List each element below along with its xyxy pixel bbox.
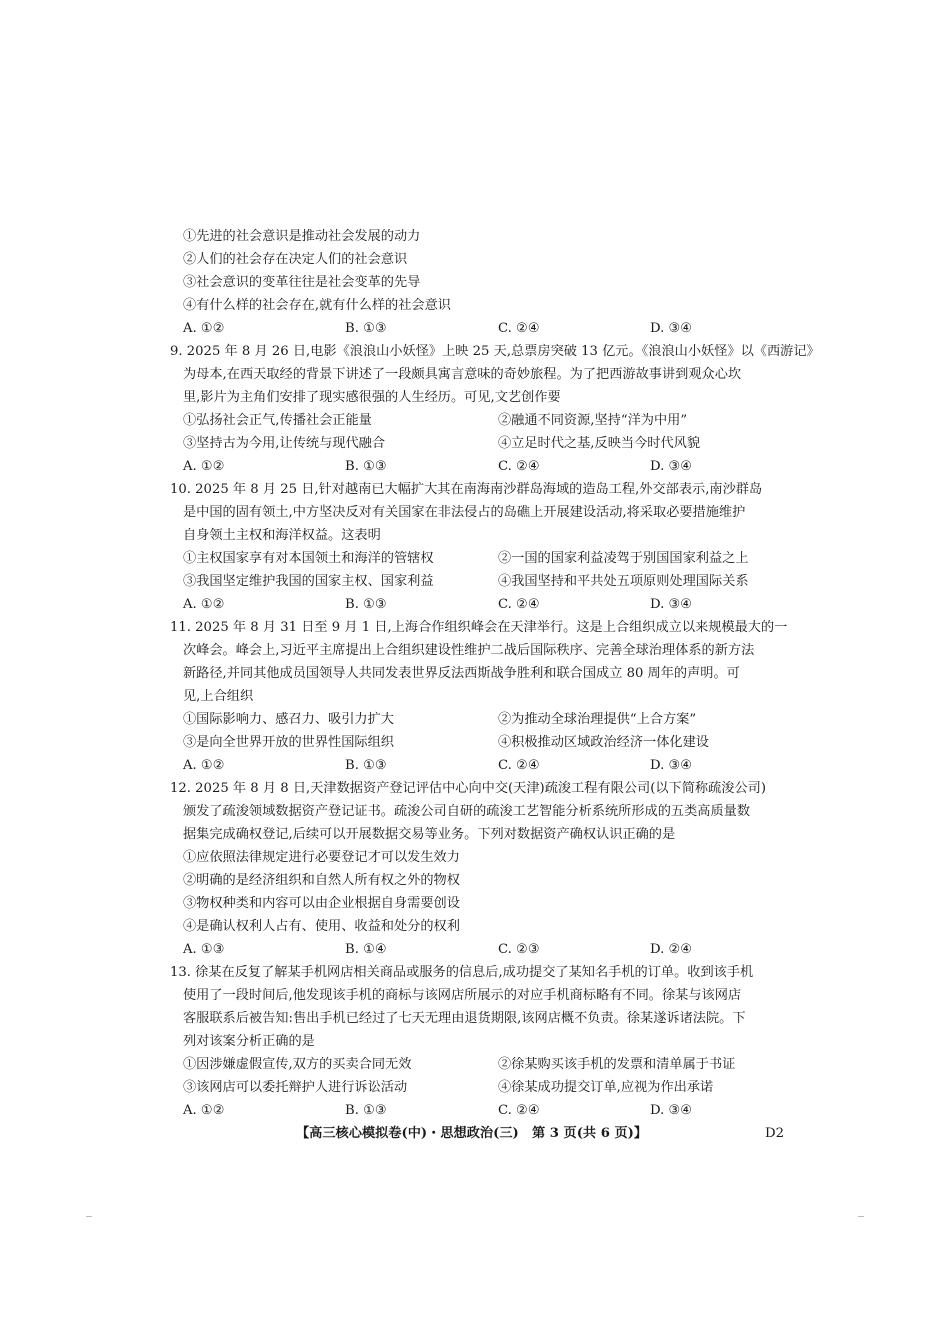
q10-stem-line: 10. 2025 年 8 月 25 日,针对越南已大幅扩大其在南海南沙群岛海域的造岛工程,外交部表示,南沙群岛 xyxy=(170,482,763,497)
q12-statement: ③物权种类和内容可以由企业根据自身需要创设 xyxy=(183,896,460,911)
q13-stem-line: 列对该案分析正确的是 xyxy=(183,1034,315,1049)
q11-statement: ②为推动全球治理提供“上合方案” xyxy=(498,712,697,727)
q12-statement: ④是确认权利人占有、使用、收益和处分的权利 xyxy=(183,919,460,934)
q9-statement: ③坚持古为今用,让传统与现代融合 xyxy=(183,436,386,451)
q9-statement: ②融通不同资源,坚持“洋为中用” xyxy=(498,413,688,428)
q11-statement: ③是向全世界开放的世界性国际组织 xyxy=(183,735,394,750)
q12-statement: ①应依照法律规定进行必要登记才可以发生效力 xyxy=(183,850,460,865)
q9-statement: ①弘扬社会正气,传播社会正能量 xyxy=(183,413,372,428)
q13-statement: ①因涉嫌虚假宣传,双方的买卖合同无效 xyxy=(183,1057,412,1072)
q11-option-c: C. ②④ xyxy=(498,758,540,773)
q8-option-a: A. ①② xyxy=(183,321,225,336)
q12-stem-line: 颁发了疏浚领域数据资产登记证书。疏浚公司自研的疏浚工艺智能分析系统所形成的五类高质量数 xyxy=(183,804,751,819)
q8-option-c: C. ②④ xyxy=(498,321,540,336)
q9-statement: ④立足时代之基,反映当今时代风貌 xyxy=(498,436,701,451)
q13-option-b: B. ①③ xyxy=(345,1103,387,1118)
q8-option-b: B. ①③ xyxy=(345,321,387,336)
q12-option-a: A. ①③ xyxy=(183,942,225,957)
q13-stem-line: 使用了一段时间后,他发现该手机的商标与该网店所展示的对应手机商标略有不同。徐某与该网店 xyxy=(183,988,742,1003)
q11-stem-line: 新路径,并同其他成员国领导人共同发表世界反法西斯战争胜利和联合国成立 80 周年的声明。可 xyxy=(183,666,740,681)
q8-option-d: D. ③④ xyxy=(650,321,693,336)
q13-statement: ④徐某成功提交订单,应视为作出承诺 xyxy=(498,1080,714,1095)
q13-option-c: C. ②④ xyxy=(498,1103,540,1118)
q12-statement: ②明确的是经济组织和自然人所有权之外的物权 xyxy=(183,873,460,888)
q9-stem-line: 9. 2025 年 8 月 26 日,电影《浪浪山小妖怪》上映 25 天,总票房突破 13 亿元。《浪浪山小妖怪》以《西游记》 xyxy=(170,344,820,359)
q11-stem-line: 次峰会。峰会上,习近平主席提出上合组织建设性维护二战后国际秩序、完善全球治理体系的新方法 xyxy=(183,643,755,658)
q9-stem-line: 为母本,在西天取经的背景下讲述了一段颇具寓言意味的奇妙旅程。为了把西游故事讲到观众心坎 xyxy=(183,367,742,382)
q13-statement: ③该网店可以委托辩护人进行诉讼活动 xyxy=(183,1080,408,1095)
q8-statement: ④有什么样的社会存在,就有什么样的社会意识 xyxy=(183,298,451,313)
q10-stem-line: 自身领土主权和海洋权益。这表明 xyxy=(183,528,381,543)
q8-statement: ①先进的社会意识是推动社会发展的动力 xyxy=(183,229,421,244)
q10-statement: ③我国坚定维护我国的国家主权、国家利益 xyxy=(183,574,434,589)
q10-statement: ①主权国家享有对本国领土和海洋的管辖权 xyxy=(183,551,434,566)
q9-option-c: C. ②④ xyxy=(498,459,540,474)
q13-option-a: A. ①② xyxy=(183,1103,225,1118)
q8-statement: ②人们的社会存在决定人们的社会意识 xyxy=(183,252,408,267)
q11-statement: ①国际影响力、感召力、吸引力扩大 xyxy=(183,712,394,727)
q12-stem-line: 12. 2025 年 8 月 8 日,天津数据资产登记评估中心向中交(天津)疏浚工程有限公司(以下简称疏浚公司) xyxy=(170,781,766,796)
q11-stem-line: 11. 2025 年 8 月 31 日至 9 月 1 日,上海合作组织峰会在天津举行。这是上合组织成立以来规模最大的一 xyxy=(170,620,788,635)
q11-option-b: B. ①③ xyxy=(345,758,387,773)
q9-stem-line: 里,影片为主角们安排了现实感很强的人生经历。可见,文艺创作要 xyxy=(183,390,561,405)
q13-statement: ②徐某购买该手机的发票和清单属于书证 xyxy=(498,1057,736,1072)
q10-statement: ②一国的国家利益凌驾于别国国家利益之上 xyxy=(498,551,749,566)
q10-option-a: A. ①② xyxy=(183,597,225,612)
page-footer: 【高三核心模拟卷(中)・思想政治(三) 第 3 页(共 6 页)】 xyxy=(296,1126,648,1141)
q12-option-d: D. ②④ xyxy=(650,942,693,957)
q9-option-d: D. ③④ xyxy=(650,459,693,474)
q9-option-b: B. ①③ xyxy=(345,459,387,474)
q13-stem-line: 客服联系后被告知:售出手机已经过了七天无理由退货期限,该网店概不负责。徐某遂诉诸法院。下 xyxy=(183,1011,746,1026)
q12-option-c: C. ②③ xyxy=(498,942,540,957)
version-code: D2 xyxy=(765,1126,784,1141)
q12-stem-line: 据集完成确权登记,后续可以开展数据交易等业务。下列对数据资产确权认识正确的是 xyxy=(183,827,676,842)
scan-mark xyxy=(858,1216,864,1217)
q11-option-d: D. ③④ xyxy=(650,758,693,773)
q10-option-d: D. ③④ xyxy=(650,597,693,612)
scan-mark xyxy=(86,1216,92,1217)
q11-option-a: A. ①② xyxy=(183,758,225,773)
q12-option-b: B. ①④ xyxy=(345,942,387,957)
q11-statement: ④积极推动区域政治经济一体化建设 xyxy=(498,735,709,750)
q13-stem-line: 13. 徐某在反复了解某手机网店相关商品或服务的信息后,成功提交了某知名手机的订单。收到该手机 xyxy=(170,965,754,980)
q8-statement: ③社会意识的变革往往是社会变革的先导 xyxy=(183,275,421,290)
q13-option-d: D. ③④ xyxy=(650,1103,693,1118)
q10-option-c: C. ②④ xyxy=(498,597,540,612)
q9-option-a: A. ①② xyxy=(183,459,225,474)
q11-stem-line: 见,上合组织 xyxy=(183,689,254,704)
q10-option-b: B. ①③ xyxy=(345,597,387,612)
q10-stem-line: 是中国的固有领土,中方坚决反对有关国家在非法侵占的岛礁上开展建设活动,将采取必要措施维护 xyxy=(183,505,746,520)
q10-statement: ④我国坚持和平共处五项原则处理国际关系 xyxy=(498,574,749,589)
